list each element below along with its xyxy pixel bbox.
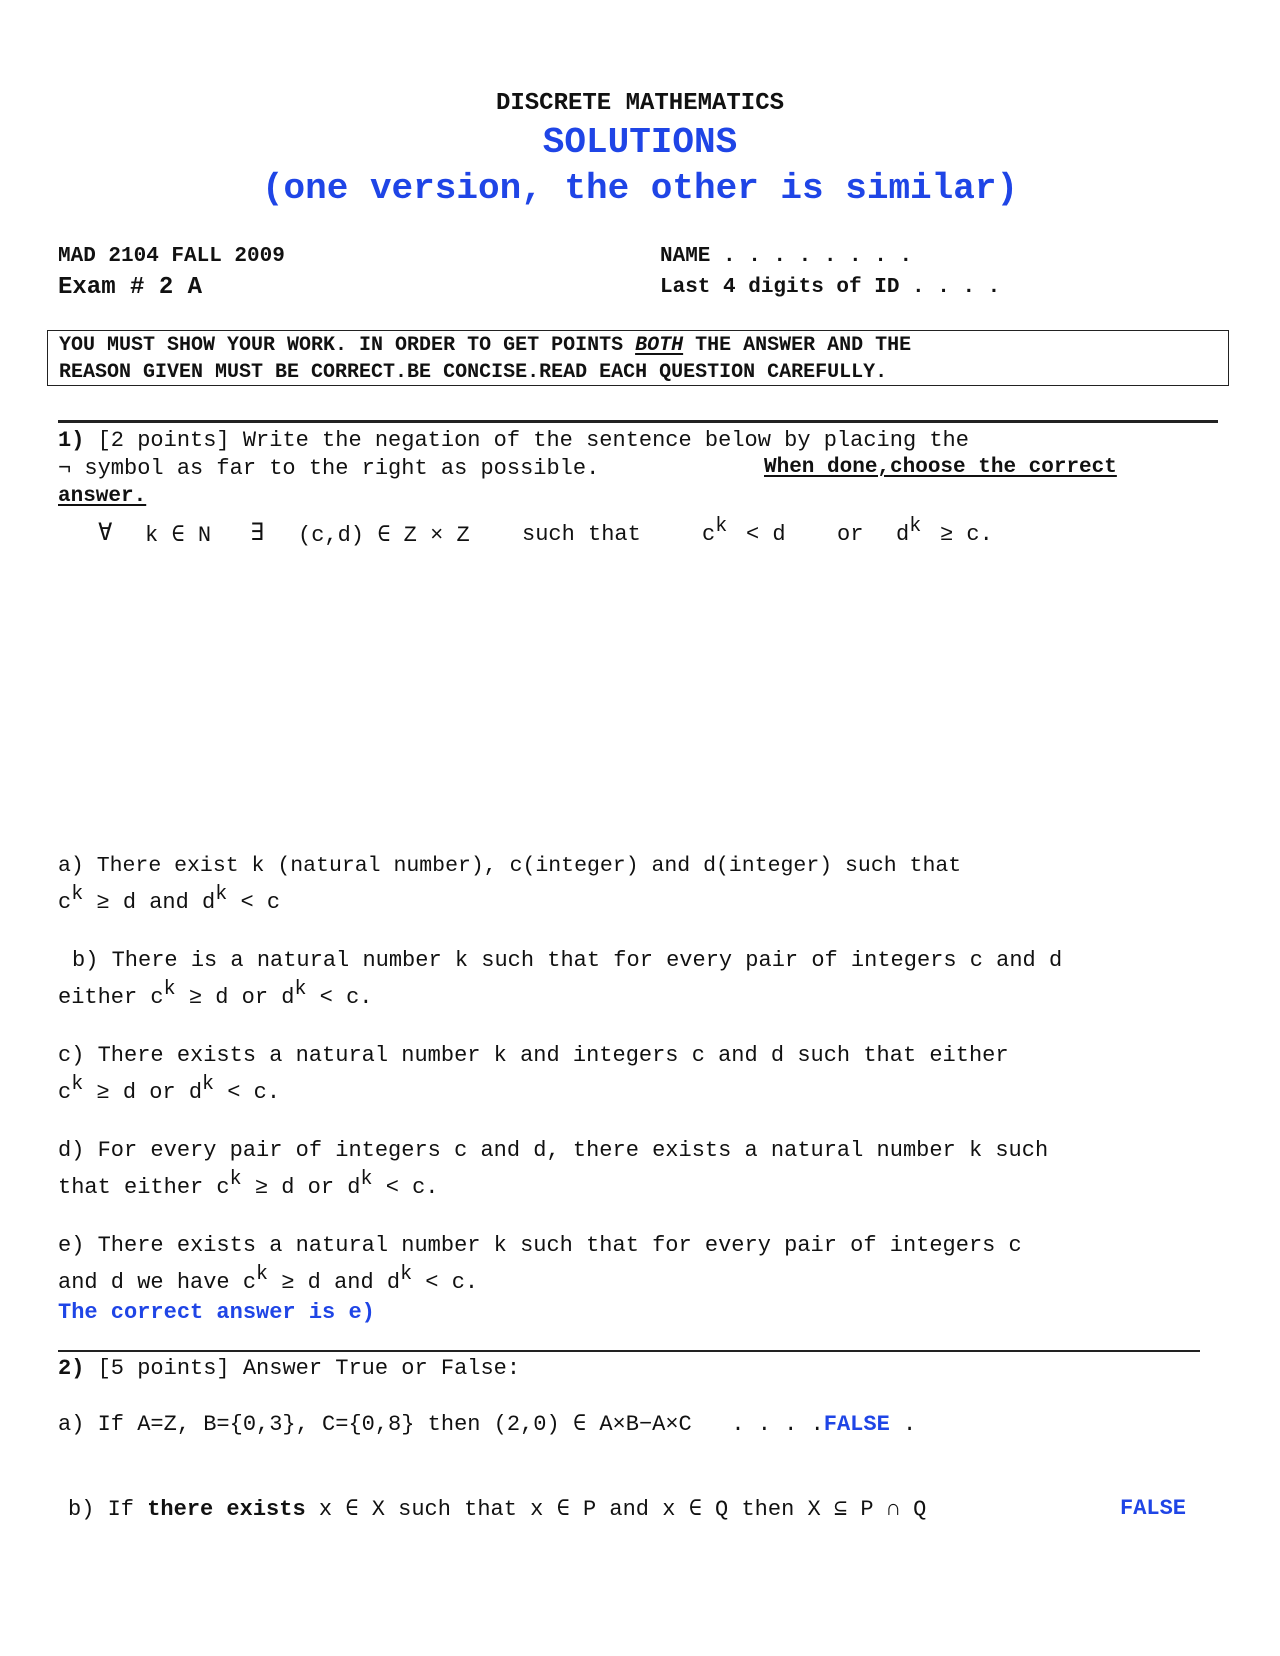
or-word: or: [837, 522, 864, 547]
c-to-k: $c^k$: [702, 515, 728, 547]
option-b-line-1: b) There is a natural number k such that for every pair of integers c and d: [72, 948, 1063, 973]
option-c-line-2: $c^k \ge d$ or $d^k < c$.: [58, 1073, 281, 1105]
pair-in-zxz: (c,d) ∈ Z × Z: [298, 523, 470, 548]
name-field: NAME . . . . . . . .: [660, 245, 913, 268]
solutions-title: SOLUTIONS: [542, 122, 738, 163]
q2-number: 2): [58, 1356, 85, 1381]
course-code: MAD 2104 FALL 2009: [58, 245, 285, 268]
version-subtitle: (one version, the other is similar): [261, 168, 1019, 209]
section-divider: [58, 420, 1218, 423]
q2-divider: [58, 1350, 1200, 1352]
such-that: such that: [522, 522, 641, 547]
option-d-line-2: that either $c^k \ge d$ or $d^k < c$.: [58, 1168, 439, 1200]
q1-instruction-a: When done,choose the correct: [764, 456, 1117, 479]
q1-prompt: [2 points] Write the negation of the sentence below by placing the: [97, 428, 969, 453]
instructions-line-2: REASON GIVEN MUST BE CORRECT.BE CONCISE.READ EACH QUESTION CAREFULLY.: [59, 361, 888, 384]
q1-answer: The correct answer is e): [58, 1300, 375, 1325]
option-b-line-2: either $c^k \ge d$ or $d^k < c$.: [58, 978, 373, 1010]
exam-number: Exam # 2 A: [58, 274, 203, 301]
q2-b-bold: there exists: [147, 1497, 306, 1522]
option-a-line-2: $c^k \ge d$ and $d^k < c$: [58, 883, 281, 915]
q1-prompt-2: ¬ symbol as far to the right as possible.: [58, 456, 600, 481]
option-e-line-2: and d we have $c^k \ge d$ and $d^k < c$.: [58, 1263, 479, 1295]
k-in-n: k ∈ N: [145, 523, 212, 548]
option-c-line-1: c) There exists a natural number k and integers c and d such that either: [58, 1043, 1009, 1068]
forall-symbol: ∀: [98, 521, 113, 548]
d-to-k: $d^k$: [896, 515, 922, 547]
q1-line-1: [58, 428, 969, 453]
ge-c: ≥ c.: [940, 522, 993, 547]
exists-symbol: ∃: [250, 521, 265, 548]
q1-line-2: [58, 456, 599, 481]
option-d-line-1: d) For every pair of integers c and d, there exists a natural number k such: [58, 1138, 1049, 1163]
q2-a-line: a) If A=Z, B={0,3}, C={0,8} then (2,0) ∈ A×B−A×C . . . .FALSE .: [58, 1412, 917, 1437]
instructions-line-1: YOU MUST SHOW YOUR WORK. IN ORDER TO GET POINTS BOTH THE ANSWER AND THE: [59, 334, 912, 357]
q2-header: [58, 1356, 520, 1381]
q2-b-answer: FALSE: [1120, 1496, 1187, 1521]
q1-instruction-b: answer.: [58, 485, 147, 508]
id-field: Last 4 digits of ID . . . .: [660, 276, 1001, 299]
q2-a-answer: FALSE: [823, 1412, 890, 1437]
both-emphasis: BOTH: [635, 334, 684, 357]
q1-number: 1): [58, 428, 85, 453]
course-title: DISCRETE MATHEMATICS: [495, 90, 785, 117]
lt-d: < d: [746, 522, 786, 547]
option-e-line-1: e) There exists a natural number k such that for every pair of integers c: [58, 1233, 1022, 1258]
option-a-line-1: a) There exist k (natural number), c(integer) and d(integer) such that: [58, 854, 962, 878]
q2-b-line: b) If there exists x ∈ X such that x ∈ P and x ∈ Q then X ⊆ P ∩ Q: [68, 1497, 927, 1522]
q2-prompt: [5 points] Answer True or False:: [97, 1356, 521, 1381]
